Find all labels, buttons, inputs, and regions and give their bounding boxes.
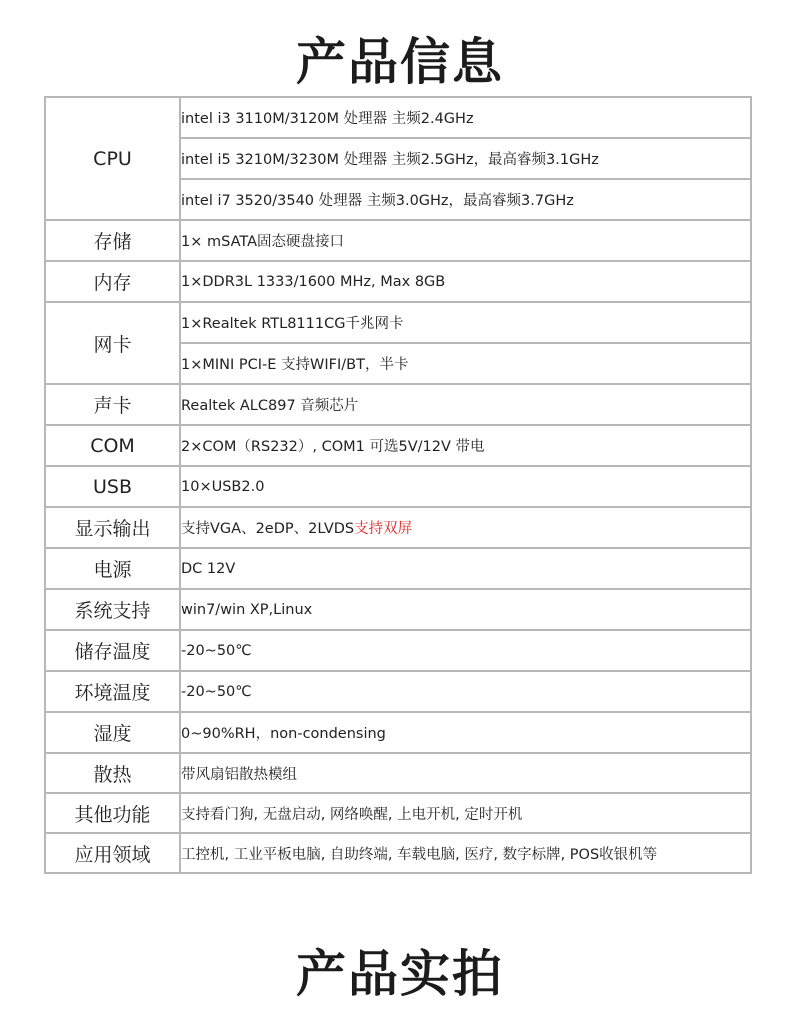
dual-screen-highlight: 支持双屏 <box>354 521 413 537</box>
spec-value-storage-temp: -20~50℃ <box>180 630 751 671</box>
table-row <box>45 425 751 466</box>
section-title-product-photos: 产品实拍 <box>296 945 504 1003</box>
spec-label-audio: 声卡 <box>45 384 180 425</box>
spec-label-cooling: 散热 <box>45 753 180 793</box>
spec-value-cpu-i3: intel i3 3110M/3120M 处理器 主频2.4GHz <box>180 97 751 138</box>
spec-value-display <box>180 507 751 548</box>
table-row <box>45 466 751 507</box>
spec-label-storage-temp: 储存温度 <box>45 630 180 671</box>
spec-label-cpu: CPU <box>45 97 180 220</box>
spec-value-memory: 1×DDR3L 1333/1600 MHz, Max 8GB <box>180 261 751 302</box>
table-row <box>45 261 751 302</box>
table-row <box>45 548 751 589</box>
spec-label-other: 其他功能 <box>45 793 180 833</box>
table-row <box>45 793 751 833</box>
spec-label-usb: USB <box>45 466 180 507</box>
spec-value-cooling: 带风扇铝散热模组 <box>180 753 751 793</box>
spec-value-usb: 10×USB2.0 <box>180 466 751 507</box>
table-row <box>45 712 751 753</box>
table-row <box>45 97 751 138</box>
spec-label-network: 网卡 <box>45 302 180 384</box>
table-row <box>45 384 751 425</box>
spec-value-com: 2×COM（RS232）, COM1 可选5V/12V 带电 <box>180 425 751 466</box>
spec-label-humidity: 湿度 <box>45 712 180 753</box>
spec-value-audio: Realtek ALC897 音频芯片 <box>180 384 751 425</box>
spec-label-storage: 存储 <box>45 220 180 261</box>
spec-value-cpu-i7: intel i7 3520/3540 处理器 主频3.0GHz，最高睿频3.7GHz <box>180 179 751 220</box>
table-row <box>45 589 751 630</box>
table-row <box>45 630 751 671</box>
spec-value-power: DC 12V <box>180 548 751 589</box>
spec-label-application: 应用领域 <box>45 833 180 873</box>
spec-value-other: 支持看门狗, 无盘启动, 网络唤醒, 上电开机, 定时开机 <box>180 793 751 833</box>
table-row <box>45 671 751 712</box>
spec-label-os: 系统支持 <box>45 589 180 630</box>
spec-label-memory: 内存 <box>45 261 180 302</box>
spec-value-storage: 1× mSATA固态硬盘接口 <box>180 220 751 261</box>
table-row <box>45 507 751 548</box>
spec-label-com: COM <box>45 425 180 466</box>
spec-value-cpu-i5: intel i5 3210M/3230M 处理器 主频2.5GHz，最高睿频3.1GHz <box>180 138 751 179</box>
spec-table <box>44 96 752 874</box>
table-row <box>45 220 751 261</box>
spec-value-env-temp: -20~50℃ <box>180 671 751 712</box>
spec-value-os: win7/win XP,Linux <box>180 589 751 630</box>
section-title-product-info: 产品信息 <box>296 33 504 91</box>
table-row <box>45 833 751 873</box>
spec-label-env-temp: 环境温度 <box>45 671 180 712</box>
table-row <box>45 302 751 343</box>
spec-value-display-text: 支持VGA、2eDP、2LVDS <box>181 521 355 537</box>
spec-value-network-lan: 1×Realtek RTL8111CG千兆网卡 <box>180 302 751 343</box>
spec-value-application: 工控机, 工业平板电脑, 自助终端, 车载电脑, 医疗, 数字标牌, POS收银机等 <box>180 833 751 873</box>
spec-label-display: 显示输出 <box>45 507 180 548</box>
table-row <box>45 753 751 793</box>
spec-value-humidity: 0~90%RH，non-condensing <box>180 712 751 753</box>
spec-value-network-wifi: 1×MINI PCI-E 支持WIFI/BT，半卡 <box>180 343 751 384</box>
spec-label-power: 电源 <box>45 548 180 589</box>
